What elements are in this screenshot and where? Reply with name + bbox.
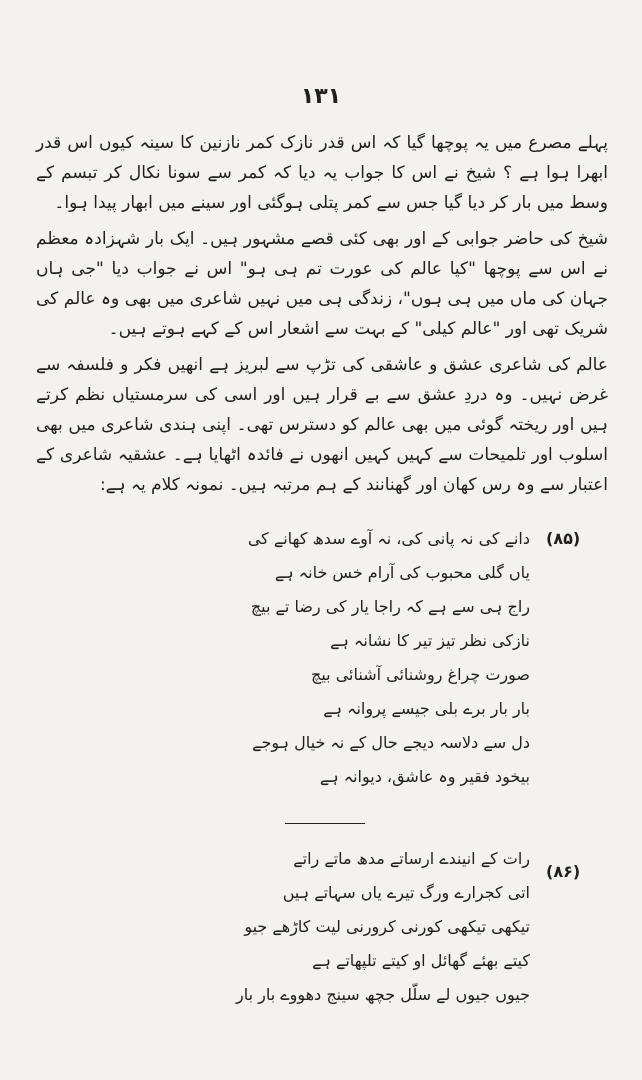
verse-line: دانے کی نہ پانی کی، نہ آوے سدھ کھانے کی: [247, 529, 530, 548]
verse-number: (۸۵): [546, 529, 581, 548]
verse-line: اتی کجرارے ورگ تیرے یاں سہاتے ہیں: [282, 883, 530, 902]
verse-lines: [210, 522, 530, 794]
verse-line: یاں گلی محبوب کی آرام خس خانہ ہے: [274, 563, 530, 582]
section-divider: [285, 823, 365, 824]
verse-line: نازکی نظر تیز تیر کا نشانہ ہے: [330, 631, 530, 650]
verse-lines: [210, 842, 530, 1012]
prose-body: [36, 128, 608, 506]
verse-line: جیوں جیوں لے سلّل جچھ سینج دھووے بار بار: [236, 985, 530, 1004]
verse-line: دل سے دلاسہ دیجے حال کے نہ خیال ہوجے: [252, 733, 530, 752]
verse-line: تیکھی تیکھی کورنی کرورنی لیت کاڑھے جیو: [244, 917, 530, 936]
verse-line: راج ہی سے ہے کہ راجا یار کی رضا تے بیچ: [250, 597, 530, 616]
verse-number: (۸۶): [546, 862, 581, 881]
page-number: ۱۳۱: [300, 84, 342, 109]
paragraph: عالم کی شاعری عشق و عاشقی کی تڑپ سے لبریز ہے انھیں فکر و فلسفہ سے غرض نہیں۔ وہ دردِ عشق سے بے قرار ہیں اور اسی کی سرمستیاں نظم کرتے ہیں اور ریختہ گوئی میں بھی عالم کو دسترس تھی۔ اپنی ہندی شاعری میں بھی اسلوب اور تلمیحات سے کہیں کہیں انھوں نے فائدہ اٹھایا ہے۔ عشقیہ شاعری کے اعتبار سے وہ رس کھان اور گھنانند کے ہم مرتبہ ہیں۔ نمونہ کلام یہ ہے:: [36, 355, 608, 495]
paragraph: شیخ کی حاضر جوابی کے اور بھی کئی قصے مشہور ہیں۔ ایک بار شہزادہ معظم نے اس سے پوچھا "کیا عالم کی عورت تم ہی ہو" اس نے جواب دیا "جی ہاں جہان کی ماں میں ہی ہوں"، زندگی ہی میں نہیں شاعری میں بھی وہ عالم کی شریک تھی اور "عالم کیلی" کے بہت سے اشعار اس کے کہے ہوتے ہیں۔: [36, 229, 608, 339]
verse-line: صورت چراغ روشنائی آشنائی بیچ: [311, 665, 530, 684]
verse-line: بیخود فقیر وہ عاشق، دیوانہ ہے: [319, 767, 530, 786]
paragraph: پہلے مصرع میں یہ پوچھا گیا کہ اس قدر نازک کمر نازنین کا سینہ کیوں اس قدر ابھرا ہوا ہے ؟ شیخ نے اس کا جواب یہ دیا کہ کمر سے سونا نکال کر تبسم کے وسط میں بار کر دیا گیا جس سے کمر پتلی ہوگئی اور سینے میں ابھار پیدا ہوا۔: [36, 133, 608, 213]
verse-line: بار بار برے بلی جیسے پروانہ ہے: [323, 699, 530, 718]
verse-line: رات کے انیندے ارساتے مدھ ماتے راتے: [293, 849, 530, 868]
verse-line: کیتے بھئے گھائل او کیتے تلپھاتے ہے: [312, 951, 530, 970]
